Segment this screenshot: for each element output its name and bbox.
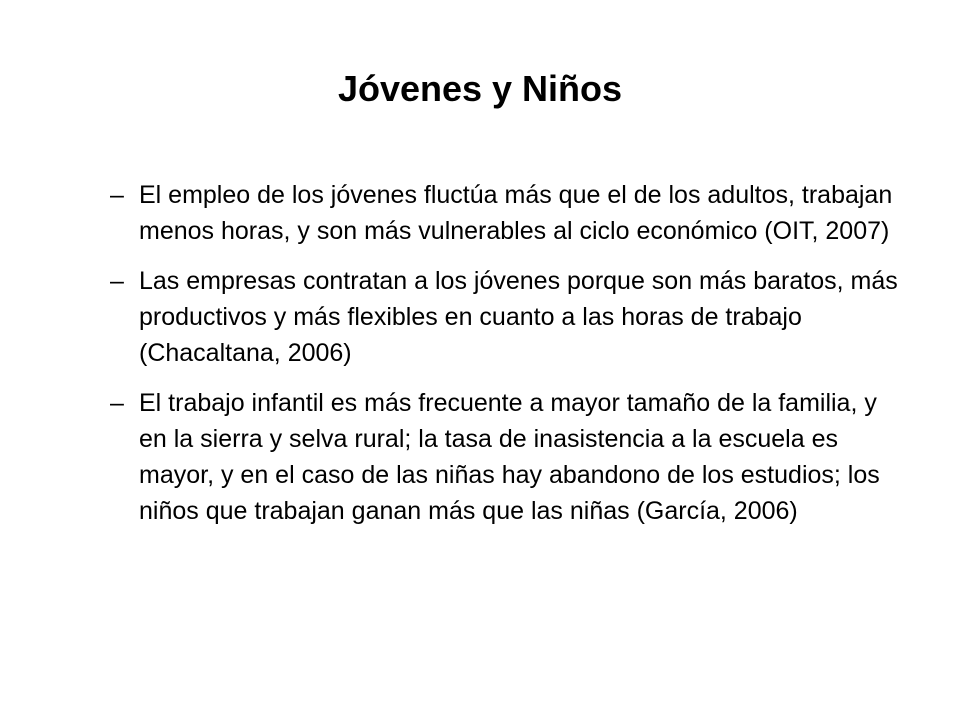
bullet-text: Las empresas contratan a los jóvenes porque son más baratos, más productivos y más flexibles en cuanto a las horas de trabajo (Chacaltana, 2006) <box>139 267 898 367</box>
bullet-item <box>110 385 900 529</box>
bullet-dash: – <box>110 181 124 209</box>
slide-title: Jóvenes y Niños <box>337 68 623 109</box>
bullet-item <box>110 177 900 249</box>
bullet-text: El empleo de los jóvenes fluctúa más que el de los adultos, trabajan menos horas, y son más vulnerables al ciclo económico (OIT, 2007) <box>139 181 893 245</box>
bullet-list <box>110 177 900 543</box>
bullet-text: El trabajo infantil es más frecuente a mayor tamaño de la familia, y en la sierra y selva rural; la tasa de inasistencia a la escuela es mayor, y en el caso de las niñas hay abandono de los estudios; los niños que trabajan ganan más que las niñas (García, 2006) <box>139 389 880 525</box>
bullet-dash: – <box>110 389 124 417</box>
bullet-item <box>110 263 900 371</box>
bullet-dash: – <box>110 267 124 295</box>
